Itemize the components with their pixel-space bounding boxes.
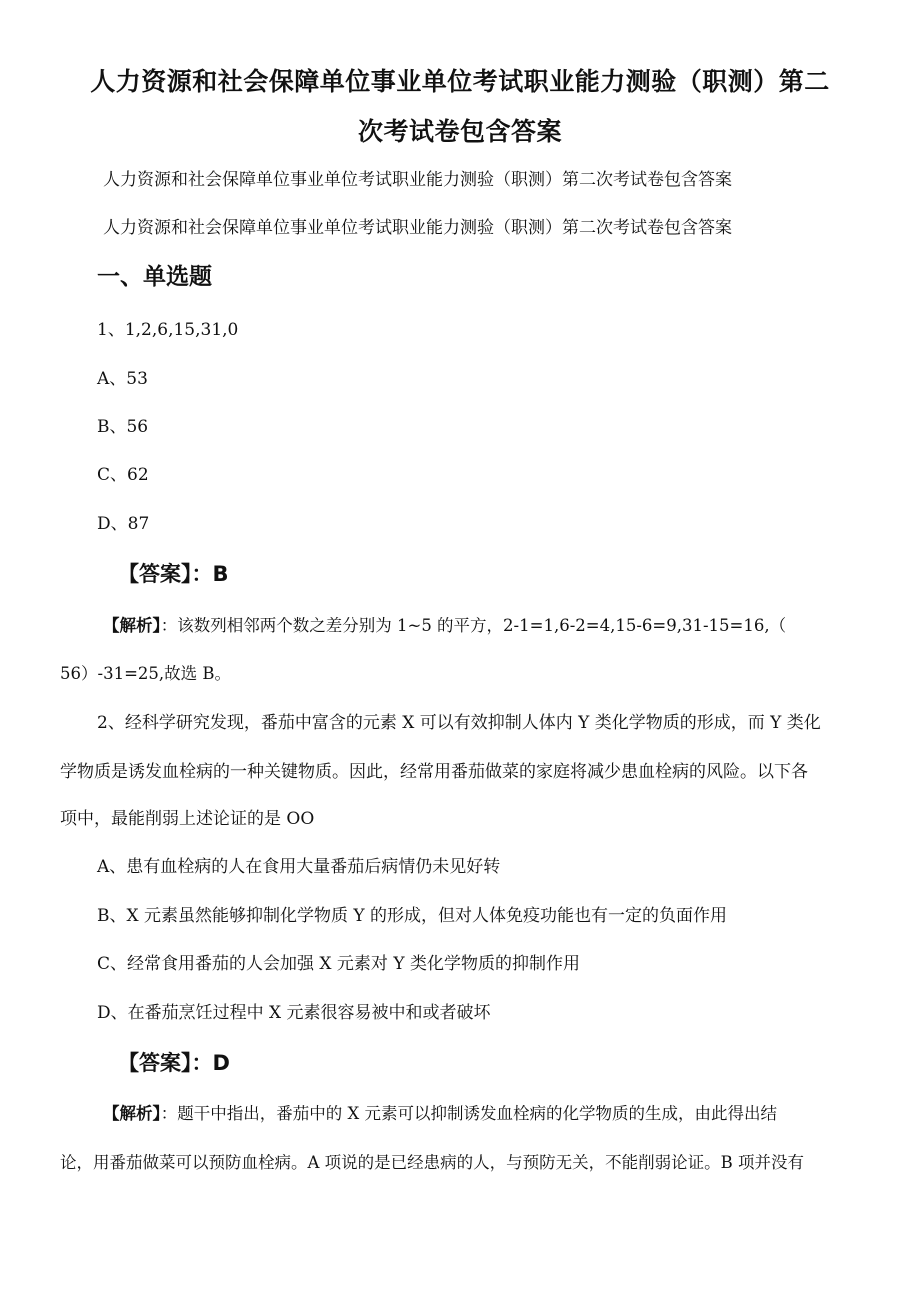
- question-2-analysis-line-1: [103, 1100, 777, 1124]
- subtitle-line-1: 人力资源和社会保障单位事业单位考试职业能力测验（职测）第二次考试卷包含答案: [103, 170, 732, 190]
- question-2-analysis-label: 【解析】: [103, 1104, 161, 1123]
- question-2-option-a: A、患有血栓病的人在食用大量番茄后病情仍未见好转: [97, 857, 501, 877]
- question-2-stem-line-1: 2、经科学研究发现，番茄中富含的元素 X 可以有效抑制人体内 Y 类化学物质的形成，而 Y 类化: [97, 713, 821, 733]
- subtitle-line-2: 人力资源和社会保障单位事业单位考试职业能力测验（职测）第二次考试卷包含答案: [103, 218, 732, 238]
- question-2-analysis-text-1: ：题干中指出，番茄中的 X 元素可以抑制诱发血栓病的化学物质的生成，由此得出结: [160, 1104, 777, 1123]
- question-1-answer: 【答案】：B: [118, 562, 229, 586]
- question-1-analysis-line-2: 56）-31=25,故选 B。: [60, 664, 232, 683]
- question-1-option-b: B、56: [97, 417, 149, 437]
- document-title-line-1: 人力资源和社会保障单位事业单位考试职业能力测验（职测）第二: [90, 67, 830, 96]
- question-2-analysis-line-2: 论，用番茄做菜可以预防血栓病。A 项说的是已经患病的人，与预防无关，不能削弱论证。B 项并没有: [60, 1153, 805, 1172]
- question-1-analysis-label: 【解析】: [103, 616, 161, 635]
- question-1-option-d: D、87: [97, 514, 150, 534]
- question-1-analysis-text-1: ：该数列相邻两个数之差分别为 1~5 的平方，2-1=1,6-2=4,15-6=9,31-15=16,（: [160, 616, 787, 635]
- document-title-line-2: 次考试卷包含答案: [357, 117, 562, 146]
- question-1-stem: 1、1,2,6,15,31,0: [97, 320, 239, 340]
- question-2-option-b: B、X 元素虽然能够抑制化学物质 Y 的形成，但对人体免疫功能也有一定的负面作用: [97, 906, 728, 926]
- question-2-option-d: D、在番茄烹饪过程中 X 元素很容易被中和或者破坏: [97, 1003, 491, 1023]
- question-1-option-c: C、62: [97, 465, 149, 485]
- question-1-option-a: A、53: [97, 369, 148, 389]
- question-2-stem-line-2: 学物质是诱发血栓病的一种关键物质。因此，经常用番茄做菜的家庭将减少患血栓病的风险。以下各: [60, 762, 808, 782]
- question-2-stem-line-3: 项中，最能削弱上述论证的是 OO: [60, 809, 315, 829]
- section-heading: 一、单选题: [97, 264, 212, 290]
- question-2-answer: 【答案】：D: [118, 1051, 230, 1075]
- question-1-analysis-line-1: [103, 612, 786, 636]
- question-2-option-c: C、经常食用番茄的人会加强 X 元素对 Y 类化学物质的抑制作用: [97, 954, 580, 974]
